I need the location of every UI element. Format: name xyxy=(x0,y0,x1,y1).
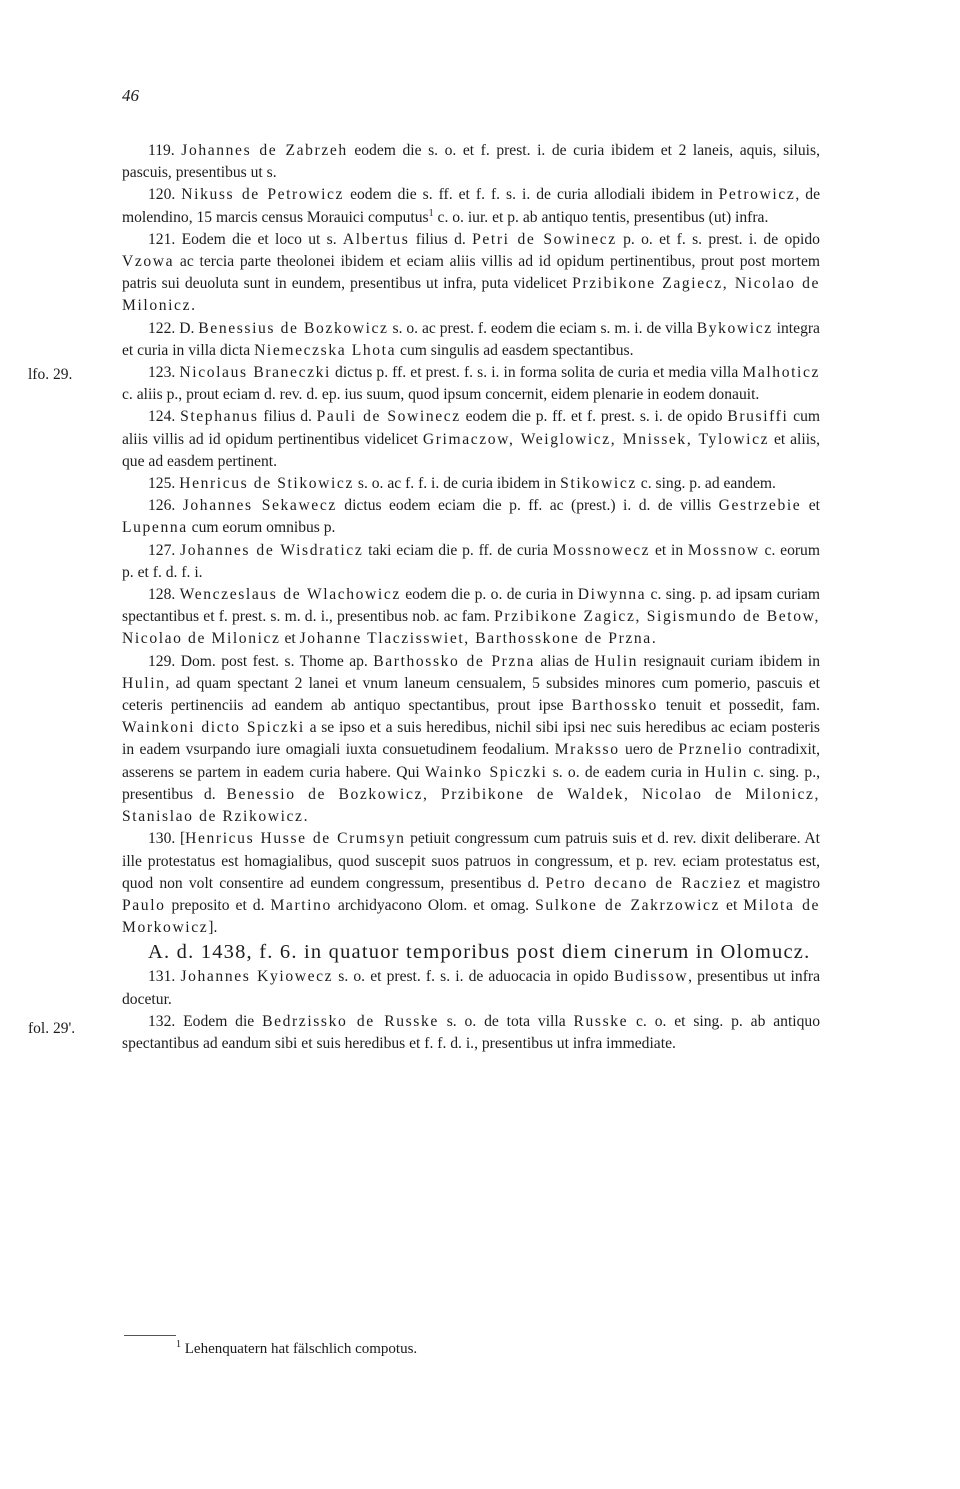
footnote-marker: 1 xyxy=(176,1339,181,1350)
margin-note-lfo: lfo. 29. xyxy=(28,366,73,383)
entry-122: 122. D. Benessius de Bozkowicz s. o. ac prest. f. eodem die eciam s. m. i. de villa Bykowicz integra et curia in villa dicta Niemeczska Lhota cum singulis ad easdem spectantibus. xyxy=(122,319,820,359)
entry-125: 125. Henricus de Stikowicz s. o. ac f. f. i. de curia ibidem in Stikowicz c. sing. p. ad eandem. xyxy=(148,475,776,493)
entry-127: 127. Johannes de Wisdraticz taki eciam die p. ff. de curia Mossnowecz et in Mossnow c. eorum p. et f. d. f. i. xyxy=(122,541,820,581)
document-body xyxy=(122,140,820,1055)
entry-124: 124. Stephanus filius d. Pauli de Sowinecz eodem die p. ff. et f. prest. s. i. de opido Brusiffi cum aliis villis ad id opidum pertinentibus videlicet Grimaczow, Weiglowicz, Mnissek, Tylowicz et aliis, que ad easdem pertinent. xyxy=(122,408,821,470)
entry-129: 129. Dom. post fest. s. Thome ap. Barthossko de Przna alias de Hulin resignauit curiam ibidem in Hulin, ad quam spectant 2 lanei et vnum laneum censualem, 5 subsides minores cum pomerio, pascuis et ceteris pertinenciis ad eandem ab antiquo spectantibus, prout ipse Barthossko tenuit et possedit, fam. Wainkoni dicto Spiczki a se ipso et a suis heredibus, nichil sibi ipsi nec suis heredibus ac eciam posteris in eadem vsurpando iure omagiali iuxta consuetudinem feodalium. Mraksso uero de Prznelio contradixit, asserens se partem in eadem curia habere. Qui Wainko Spiczki s. o. de eadem curia in Hulin c. sing. p., presentibus d. Benessio de Bozkowicz, Przibikone de Waldek, Nicolao de Milonicz, Stanislao de Rzikowicz. xyxy=(122,652,821,826)
footnote-ref: 1 xyxy=(428,207,434,219)
footnote-text: Lehenquatern hat fälschlich compotus. xyxy=(181,1341,418,1357)
entry-132: 132. Eodem die Bedrzissko de Russke s. o. de tota villa Russke c. o. et sing. p. ab antiquo spectantibus ad eandum sibi et suis heredibus et f. f. d. i., presentibus ut infra immediate. xyxy=(122,1012,820,1052)
entry-131: 131. Johannes Kyiowecz s. o. et prest. f. s. i. de aduocacia in opido Budissow, presentibus ut infra docetur. xyxy=(122,968,820,1008)
entry-120: 120. Nikuss de Petrowicz eodem die s. ff. et f. f. s. i. de curia allodiali ibidem in Petrowicz, de molendino, 15 marcis census Morauici computus$^1$ c. o. iur. et p. ab antiquo tentis, presentibus (ut) infra. xyxy=(122,186,821,226)
entry-123: 123. Nicolaus Braneczki dictus p. ff. et prest. f. s. i. in forma solita de curia et media villa Malhoticz c. aliis p., prout eciam d. rev. d. ep. ius suum, quod ipsum concernit, eidem plenarie in eodem donauit. xyxy=(122,364,821,404)
entry-119: 119. Johannes de Zabrzeh eodem die s. o. et f. prest. i. de curia ibidem et 2 laneis, aquis, siluis, pascuis, presentibus ut s. xyxy=(122,142,820,182)
entry-121: 121. Eodem die et loco ut s. Albertus filius d. Petri de Sowinecz p. o. et f. s. prest. i. de opido Vzowa ac tercia parte theolonei ibidem et eciam aliis villis ad id opidum pertinentibus, prout post mortem patris sui deuoluta sunt in eundem, presentibus ut infra, puta videlicet Przibikone Zagiecz, Nicolao de Milonicz. xyxy=(122,230,821,315)
section-heading: A. d. 1438, f. 6. in quatuor temporibus post diem cinerum in Olomucz. xyxy=(148,941,811,964)
entry-128: 128. Wenczeslaus de Wlachowicz eodem die p. o. de curia in Diwynna c. sing. p. ad ipsam curiam spectantibus et f. prest. s. m. d. i., presentibus nob. ac fam. Przibikone Zagicz, Sigismundo de Betow, Nicolao de Milonicz et Johanne Tlaczisswiet, Barthosskone de Przna. xyxy=(122,586,820,648)
page-number: 46 xyxy=(122,86,139,105)
margin-note-fol: fol. 29'. xyxy=(28,1020,76,1037)
entry-126: 126. Johannes Sekawecz dictus eodem eciam die p. ff. ac (prest.) i. d. de villis Gestrzebie et Lupenna cum eorum omnibus p. xyxy=(122,497,820,537)
entry-130: 130. [Henricus Husse de Crumsyn petiuit congressum cum patruis suis et d. rev. dixit deliberare. At ille protestatus est homagialibus, quod suscepit suos patruos in congressum, et p. rev. eciam protestatus est, quod non volt consentire ad eundem congressum, presentibus d. Petro decano de Racziez et magistro Paulo preposito et d. Martino archidyacono Olom. et omag. Sulkone de Zakrzowicz et Milota de Morkowicz]. xyxy=(122,830,821,937)
footnote-rule xyxy=(124,1335,176,1336)
footnote xyxy=(176,1341,417,1358)
